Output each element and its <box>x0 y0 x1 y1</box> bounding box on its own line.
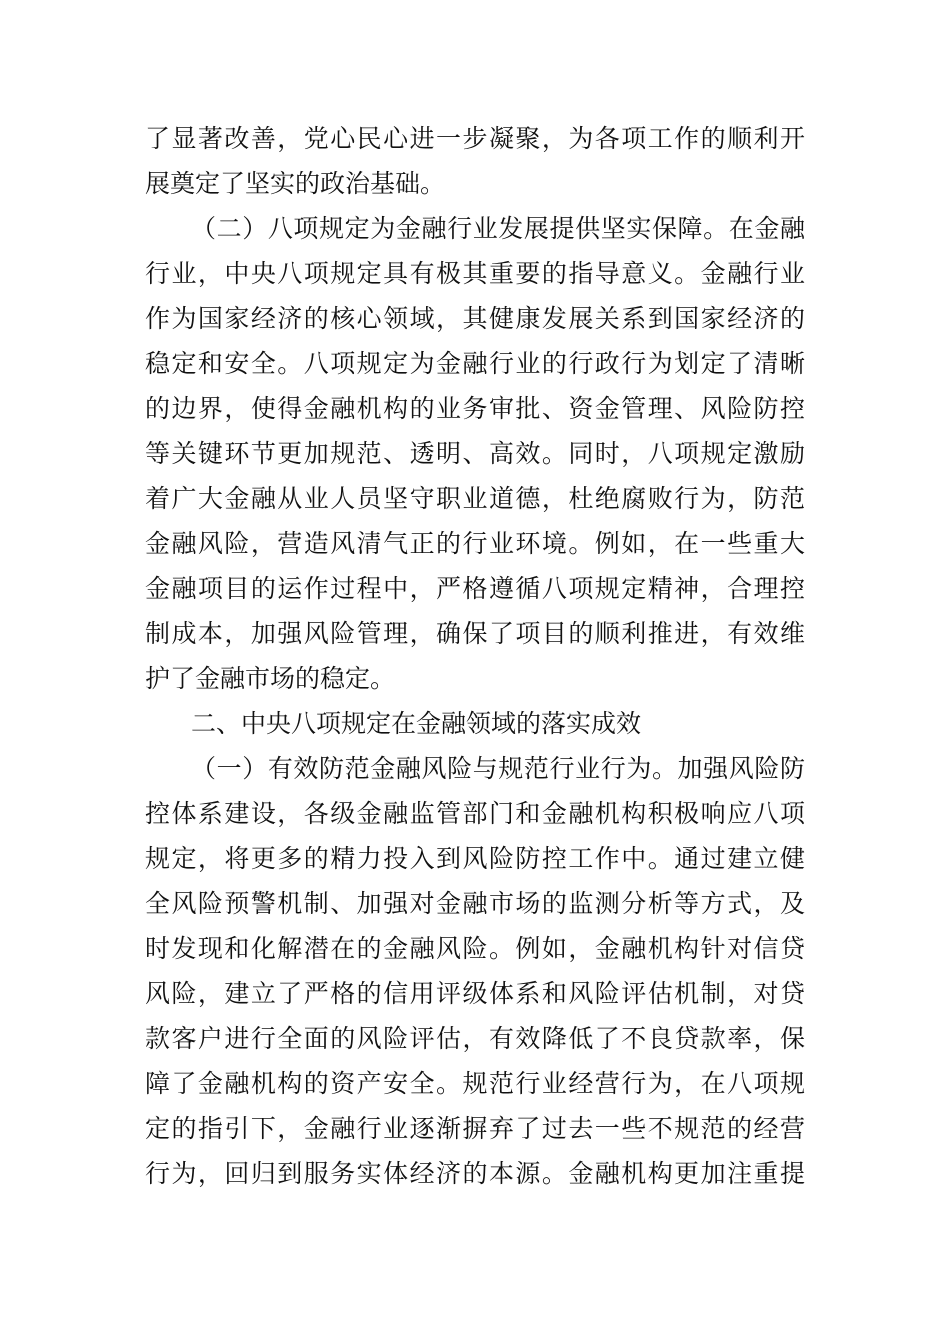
text-line-1: 了显著改善，党心民心进一步凝聚，为各项工作的顺利开 <box>145 124 805 153</box>
text-line-23: 定的指引下，金融行业逐渐摒弃了过去一些不规范的经营 <box>145 1114 805 1143</box>
text-line-16: 控体系建设，各级金融监管部门和金融机构积极响应八项 <box>145 799 805 828</box>
text-line-10: 金融风险，营造风清气正的行业环境。例如，在一些重大 <box>145 529 805 558</box>
text-line-18: 全风险预警机制、加强对金融市场的监测分析等方式，及 <box>145 889 805 918</box>
text-line-21: 款客户进行全面的风险评估，有效降低了不良贷款率，保 <box>145 1024 805 1053</box>
text-line-4: 行业，中央八项规定具有极其重要的指导意义。金融行业 <box>145 259 805 288</box>
text-line-11: 金融项目的运作过程中，严格遵循八项规定精神，合理控 <box>145 574 805 603</box>
section-heading-2: （二）八项规定为金融行业发展提供坚实保障。在金融 <box>191 214 805 243</box>
section-heading-1: （一）有效防范金融风险与规范行业行为。加强风险防 <box>191 754 805 783</box>
text-line-5: 作为国家经济的核心领域，其健康发展关系到国家经济的 <box>145 304 805 333</box>
text-line-2: 展奠定了坚实的政治基础。 <box>145 169 446 198</box>
text-line-20: 风险，建立了严格的信用评级体系和风险评估机制，对贷 <box>145 979 805 1008</box>
text-line-6: 稳定和安全。八项规定为金融行业的行政行为划定了清晰 <box>145 349 805 378</box>
text-line-9: 着广大金融从业人员坚守职业道德，杜绝腐败行为，防范 <box>145 484 805 513</box>
body-text <box>145 116 805 1196</box>
text-line-19: 时发现和化解潜在的金融风险。例如，金融机构针对信贷 <box>145 934 805 963</box>
text-line-22: 障了金融机构的资产安全。规范行业经营行为，在八项规 <box>145 1069 805 1098</box>
text-line-17: 规定，将更多的精力投入到风险防控工作中。通过建立健 <box>145 844 805 873</box>
text-line-7: 的边界，使得金融机构的业务审批、资金管理、风险防控 <box>145 394 805 423</box>
text-line-12: 制成本，加强风险管理，确保了项目的顺利推进，有效维 <box>145 619 805 648</box>
text-line-8: 等关键环节更加规范、透明、高效。同时，八项规定激励 <box>145 439 805 468</box>
chapter-heading-2: 二、中央八项规定在金融领域的落实成效 <box>191 709 642 738</box>
text-line-13: 护了金融市场的稳定。 <box>145 664 396 693</box>
text-line-24: 行为，回归到服务实体经济的本源。金融机构更加注重提 <box>145 1159 805 1188</box>
